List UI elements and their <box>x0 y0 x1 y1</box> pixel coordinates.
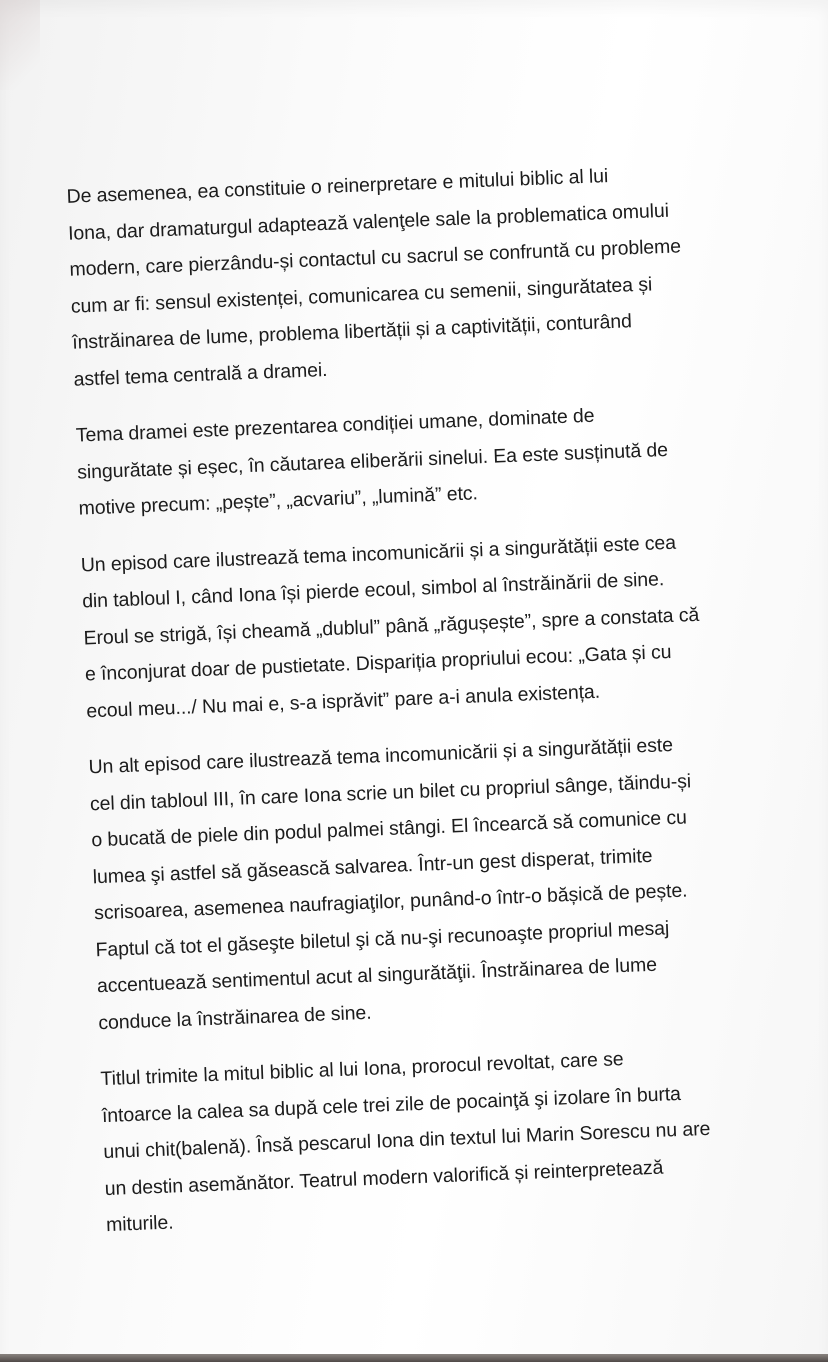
text-line: e înconjurat doar de pustietate. Dispariția propriului ecou: „Gata și cu <box>84 640 672 686</box>
text-line: Un alt episod care ilustrează tema incomunicării și a singurătății este <box>88 733 674 779</box>
text-line: Un episod care ilustrează tema incomunicării și a singurătății este cea <box>80 531 677 577</box>
text-line: înstrăinarea de lume, problema libertății și a captivității, conturând <box>71 310 633 354</box>
text-line: întoarce la calea sa după cele trei zile de pocainţă şi izolare în burta <box>101 1082 682 1127</box>
text-line: cum ar fi: sensul existenței, comunicarea cu semenii, singurătatea și <box>70 272 653 318</box>
table-edge <box>0 1354 828 1362</box>
text-line: accentuează sentimentul acut al singurătăţii. Înstrăinarea de lume <box>96 953 658 998</box>
text-line: scrisoarea, asemenea naufragiaţilor, punând-o într-o bășică de pește. <box>93 879 688 925</box>
text-line: Faptul că tot el găseşte biletul şi că nu-şi recunoaşte propriul mesaj <box>95 916 670 961</box>
text-line: Tema dramei este prezentarea condiției umane, dominate de <box>75 404 595 447</box>
text-line: Eroul se strigă, își cheamă „dublul” până „răgușește”, spre a constata că <box>83 603 700 650</box>
text-line: lumea şi astfel să găsească salvarea. Într-un gest disperat, trimite <box>92 844 653 888</box>
paragraph-4 <box>58 724 749 1042</box>
text-line: conduce la înstrăinarea de sine. <box>97 1001 372 1034</box>
text-line: Titlul trimite la mitul biblic al lui Iona, prorocul revoltat, care se <box>100 1048 624 1091</box>
text-line: De asemenea, ea constituie o reinerpretare e mitului biblic al lui <box>66 165 609 208</box>
paragraph-1 <box>36 154 724 399</box>
text-line: unui chit(balenă). Însă pescarul Iona din textul lui Marin Sorescu nu are <box>102 1117 711 1164</box>
text-line: un destin asemănător. Teatrul modern valorifică și reinterpretează <box>104 1156 664 1200</box>
text-line: Iona, dar dramaturgul adaptează valenţele sale la problematica omului <box>67 199 670 245</box>
paragraph-3 <box>50 522 737 730</box>
text-line: din tabloul I, când Iona își pierde ecoul, simbol al înstrăinării de sine. <box>81 568 665 613</box>
paragraph-2 <box>45 393 729 529</box>
paragraph-5 <box>70 1036 757 1244</box>
text-line: cel din tabloul III, în care Iona scrie un bilet cu propriul sânge, tăindu-și <box>89 769 692 815</box>
document-body <box>36 154 757 1265</box>
text-line: modern, care pierzându-și contactul cu sacrul se confruntă cu probleme <box>69 235 682 281</box>
text-line: ecoul meu.../ Nu mai e, s-a isprăvit” pare a-i anula existența. <box>85 680 601 722</box>
text-line: miturile. <box>105 1211 174 1237</box>
text-line: singurătate și eșec, în căutarea eliberării sinelui. Ea este susținută de <box>76 438 669 484</box>
text-line: motive precum: „pește”, „acvariu”, „lumină” etc. <box>78 482 479 520</box>
text-line: o bucată de piele din podul palmei stângi. El încearcă să comunice cu <box>90 806 688 852</box>
text-line: astfel tema centrală a dramei. <box>73 358 328 391</box>
